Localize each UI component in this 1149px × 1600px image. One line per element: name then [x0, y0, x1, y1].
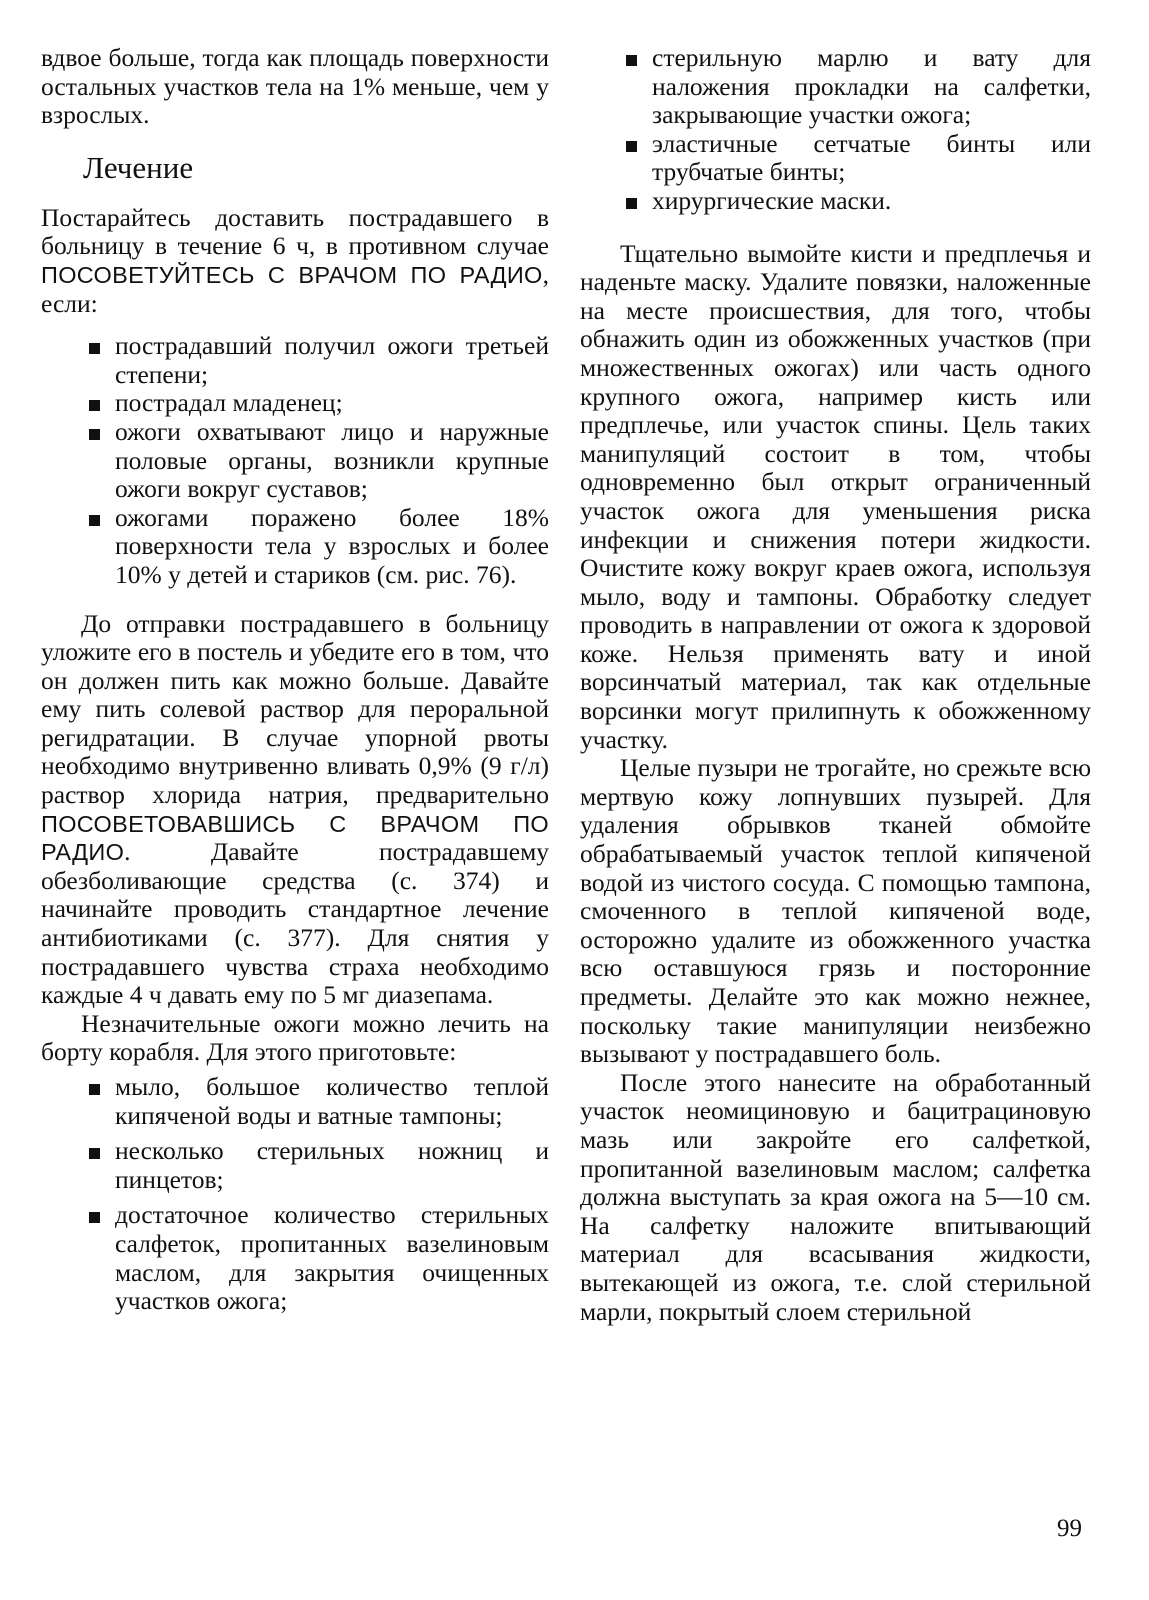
- radio-consult-caps: ПОСОВЕТОВАВШИСЬ С ВРАЧОМ ПО РАДИО: [41, 810, 549, 866]
- supplies-list: [83, 1073, 549, 1316]
- supplies-list-continued: [620, 44, 1091, 216]
- section-heading: Лечение: [83, 149, 194, 185]
- left-column: [41, 44, 549, 1323]
- paragraph-text: Постарайтесь доставить пострадавшего в больницу в течение 6 ч, в противном случае: [41, 202, 549, 261]
- paragraph-text: До отправки пострадавшего в больницу уложите его в постель и убедите его в том, что он должен пить как можно больше. Давайте ему пить солевой раствор для пероральной регидратации. В случае упорной рвоты необходимо внутривенно вливать 0,9% (9 г/л) раствор хлорида натрия, предварительно: [41, 608, 549, 810]
- list-item: стерильную марлю и вату для наложения прокладки на салфетки, закрывающие участки ожога;: [620, 44, 1091, 130]
- paragraph-blisters: Целые пузыри не трогайте, но срежьте всю мертвую кожу лопнувших пузырей. Для удаления обрывков тканей обмойте обрабатываемый участок теплой кипяченой водой из чистого сосуда. С помощью тампона, смоченного в теплой кипяченой воде, осторожно удалите из обожженного участка всю оставшуюся грязь и посторонние предметы. Делайте это как можно нежнее, поскольку такие манипуляции неизбежно вызывают у пострадавшего боль.: [580, 753, 1091, 1069]
- list-item: эластичные сетчатые бинты или трубчатые бинты;: [620, 130, 1091, 187]
- paragraph-before-transfer: [41, 610, 549, 1010]
- page-number: 99: [1057, 1515, 1082, 1542]
- intro-paragraph: вдвое больше, тогда как площадь поверхности остальных участков тела на 1% меньше, чем у взрослых.: [41, 43, 549, 130]
- list-item: пострадавший получил ожоги третьей степени;: [83, 332, 549, 389]
- list-item: пострадал младенец;: [83, 389, 549, 418]
- list-item: мыло, большое количество теплой кипяченой воды и ватные тампоны;: [83, 1073, 549, 1130]
- paragraph-dressing: После этого нанесите на обработанный участок неомициновую и бацитрациновую мазь или закройте его салфеткой, пропитанной вазелиновым маслом; салфетка должна выступать за края ожога на 5—10 см. На салфетку наложите впитывающий материал для всасывания жидкости, вытекающей из ожога, т.е. слой стерильной марли, покрытый слоем стерильной: [580, 1067, 1091, 1326]
- list-item: ожоги охватывают лицо и наружные половые органы, возникли крупные ожоги вокруг суставов;: [83, 418, 549, 504]
- radio-consult-caps: ПОСОВЕТУЙТЕСЬ С ВРАЧОМ ПО РАДИО: [41, 261, 543, 288]
- paragraph-minor-burns: Незначительные ожоги можно лечить на борту корабля. Для этого приготовьте:: [41, 1008, 549, 1067]
- criteria-list: [83, 332, 549, 589]
- list-item: ожогами поражено более 18% поверхности тела у взрослых и более 10% у детей и стариков (см. рис. 76).: [83, 504, 549, 590]
- list-item: достаточное количество стерильных салфеток, пропитанных вазелиновым маслом, для закрытия очищенных участков ожога;: [83, 1201, 549, 1315]
- list-item: хирургические маски.: [620, 187, 1091, 216]
- paragraph-text: . Давайте пострадавшему обезболивающие средства (с. 374) и начинайте проводить стандартное лечение антибиотиками (с. 377). Для снятия у пострадавшего чувства страха необходимо каждые 4 ч давать ему по 5 мг диазепама.: [41, 837, 549, 1010]
- paragraph-cleaning: Тщательно вымойте кисти и предплечья и наденьте маску. Удалите повязки, наложенные на месте происшествия, для того, чтобы обнажить один из обожженных участков (при множественных ожогах) или часть одного крупного ожога, например кисть или предплечье, или участок спины. Цель таких манипуляций состоит в том, чтобы одновременно был открыт ограниченный участок ожога для уменьшения риска инфекции и снижения потери жидкости. Очистите кожу вокруг краев ожога, используя мыло, воду и тампоны. Обработку следует проводить в направлении от ожога к здоровой коже. Нельзя применять вату и иной ворсинчатый материал, так как отдельные ворсинки могут прилипнуть к обожженному участку.: [580, 238, 1091, 754]
- right-column: [580, 44, 1091, 1326]
- paragraph-text: , если:: [41, 259, 549, 318]
- paragraph-hospital: [41, 204, 549, 318]
- list-item: несколько стерильных ножниц и пинцетов;: [83, 1137, 549, 1194]
